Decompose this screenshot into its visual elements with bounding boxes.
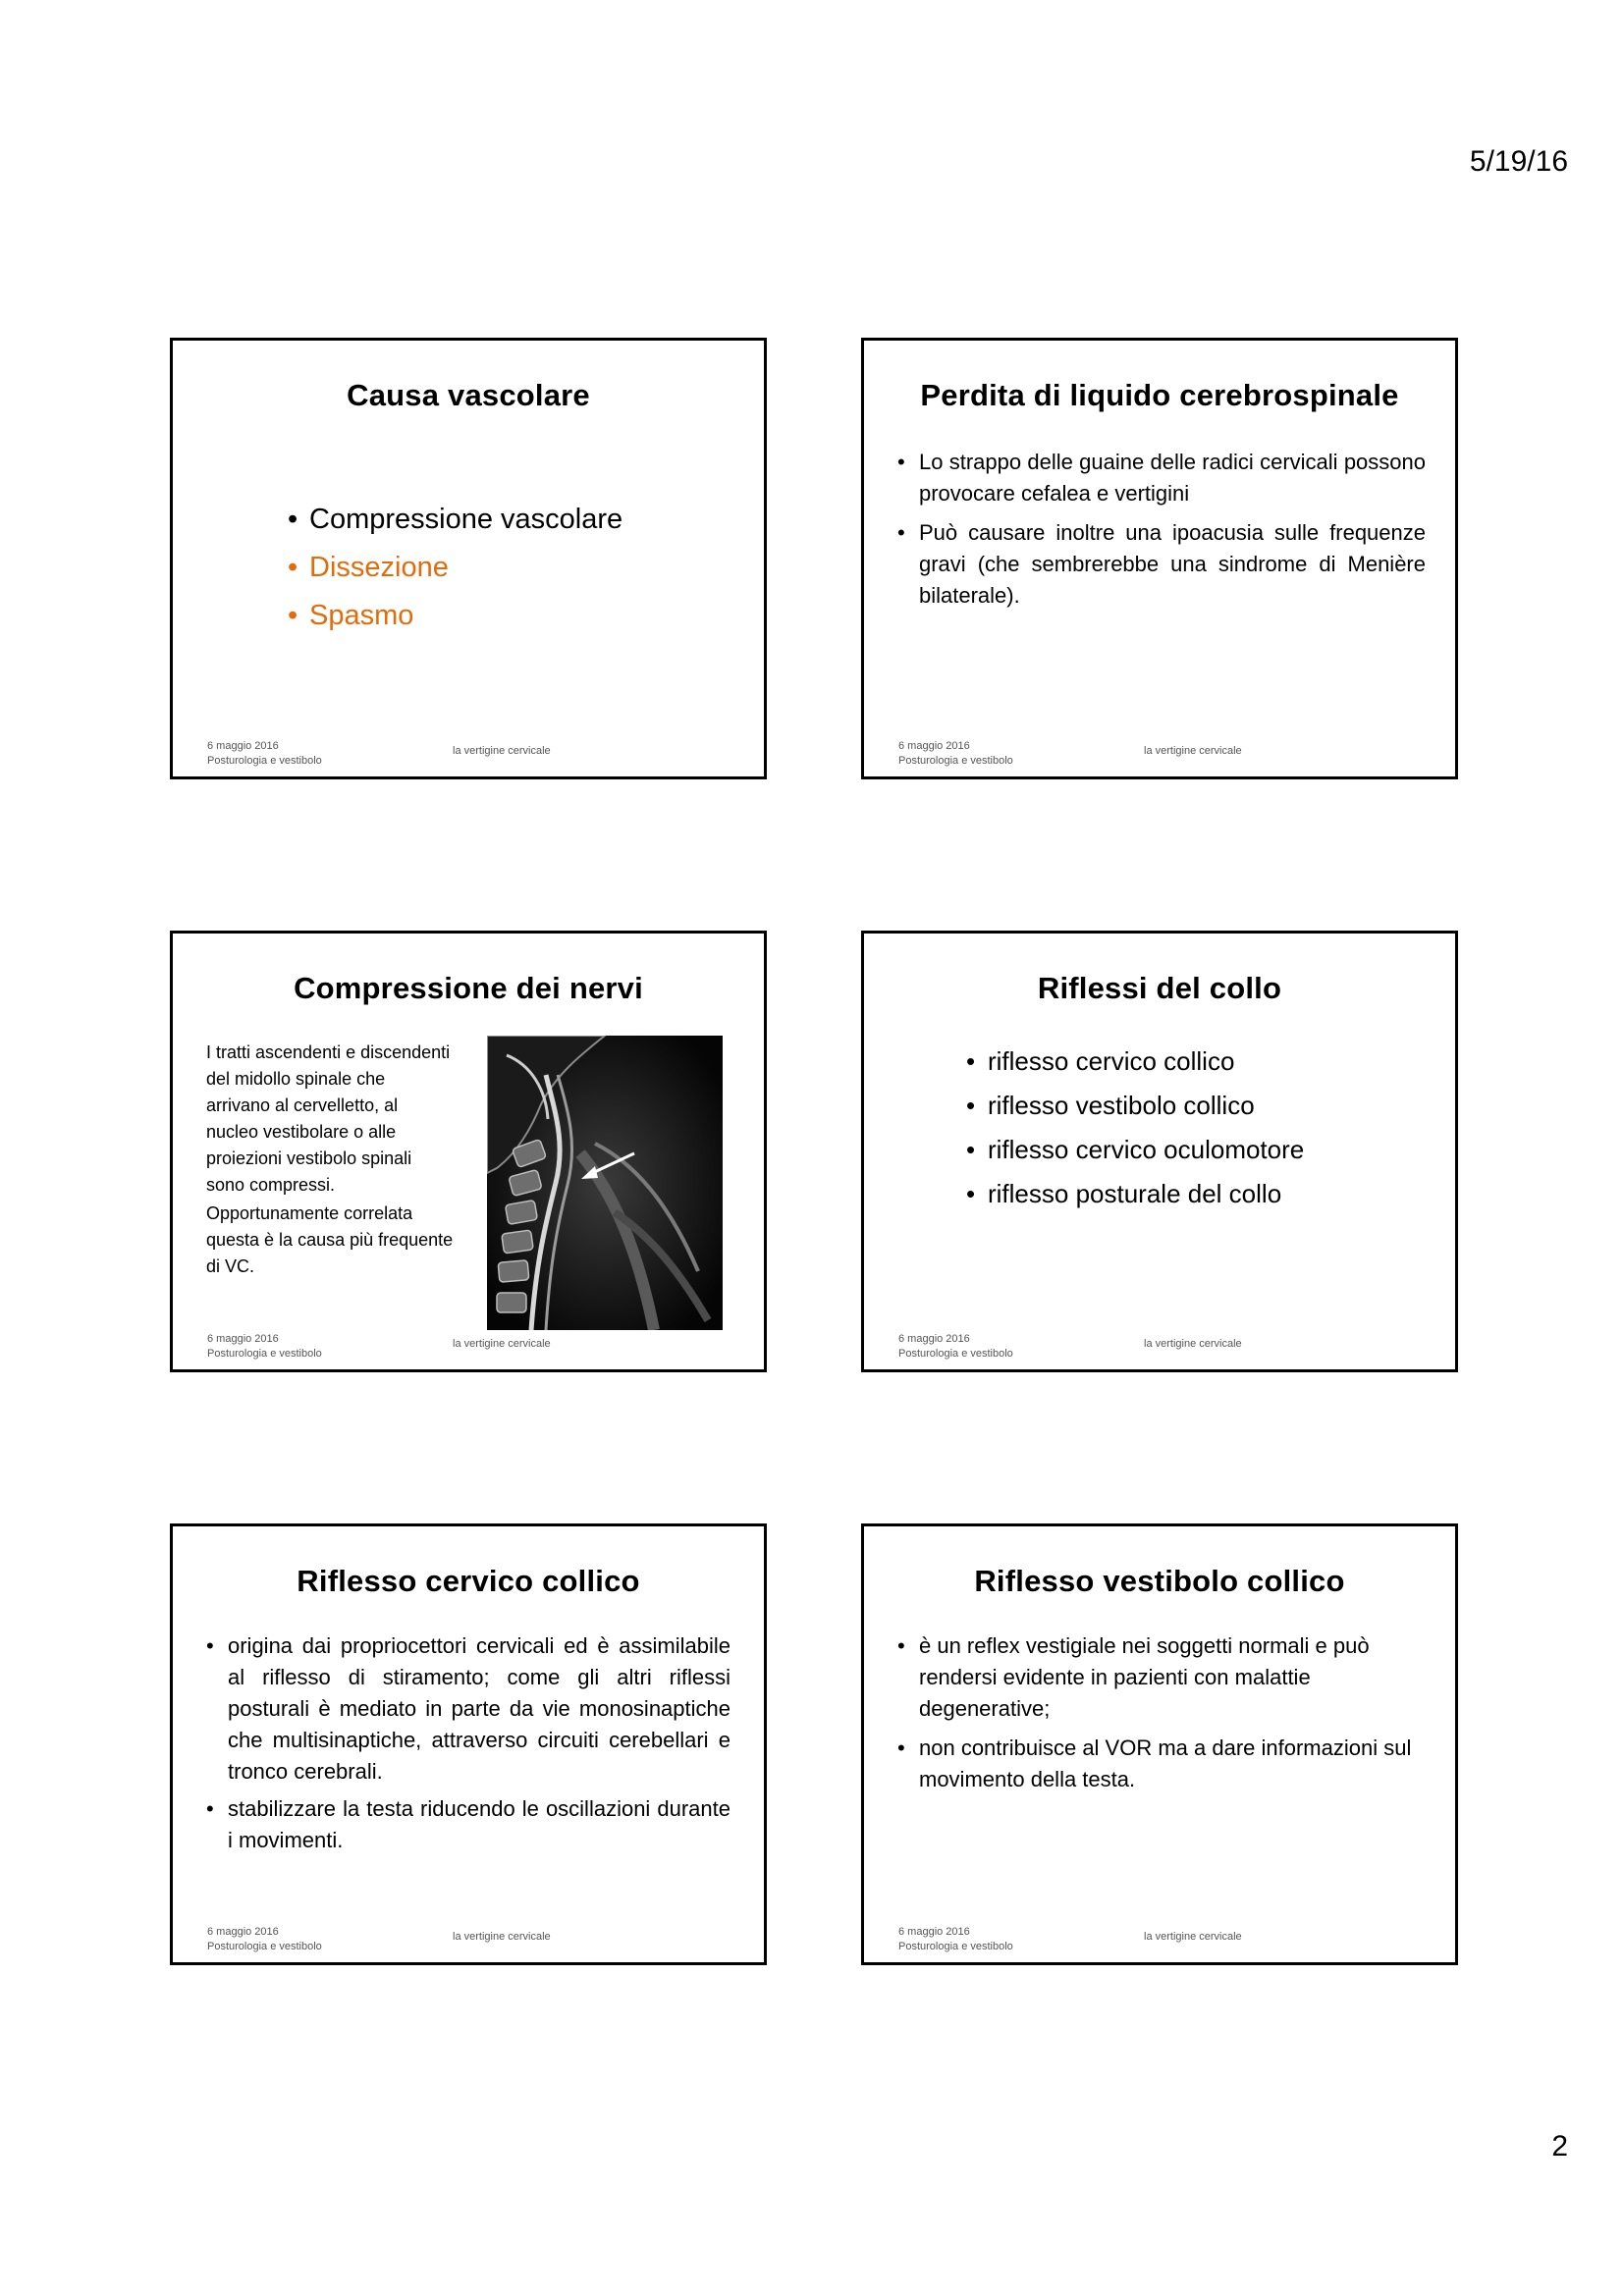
footer-center: la vertigine cervicale [1144, 1931, 1242, 1943]
bullet-list [897, 1630, 1426, 1803]
page-number: 2 [1551, 2130, 1568, 2163]
slide-title: Causa vascolare [347, 378, 590, 412]
footer-left [898, 1925, 1013, 1954]
footer-center: la vertigine cervicale [453, 745, 551, 757]
page-date: 5/19/16 [1469, 145, 1568, 178]
slide-footer [898, 1925, 1421, 1954]
footer-date: 6 maggio 2016 [207, 740, 279, 752]
footer-left [207, 1332, 322, 1362]
footer-date: 6 maggio 2016 [898, 1333, 970, 1345]
footer-course: Posturologia e vestibolo [898, 1348, 1013, 1360]
bullet-list [206, 1630, 730, 1862]
list-item: • stabilizzare la testa riducendo le oscillazioni durante i movimenti. [206, 1793, 730, 1856]
list-item: • origina dai propriocettori cervicali ed è assimilabile al riflesso di stiramento; come gli altri riflessi posturali è mediato in parte da vie monosinaptiche che multisinaptiche, attraverso circuiti cerebellari e tronco cerebrali. [206, 1630, 730, 1788]
list-item: • Dissezione [288, 544, 622, 592]
slide-footer [207, 1332, 730, 1362]
footer-course: Posturologia e vestibolo [207, 1348, 322, 1360]
nerve-text [206, 1040, 454, 1282]
list-item: • riflesso posturale del collo [966, 1172, 1304, 1216]
footer-left [898, 739, 1013, 769]
slide-riflessi-collo [861, 931, 1458, 1372]
bullet-list [288, 496, 622, 640]
list-item: • è un reflex vestigiale nei soggetti normali e può rendersi evidente in pazienti con malattie degenerative; [897, 1630, 1426, 1725]
footer-left [207, 739, 322, 769]
slide-riflesso-cervico-collico [170, 1523, 767, 1965]
list-item: • non contribuisce al VOR ma a dare informazioni sul movimento della testa. [897, 1733, 1426, 1795]
slide-title: Compressione dei nervi [294, 971, 643, 1005]
footer-center: la vertigine cervicale [453, 1338, 551, 1350]
list-item: • riflesso cervico oculomotore [966, 1128, 1304, 1172]
bullet-list [897, 447, 1426, 619]
footer-course: Posturologia e vestibolo [207, 755, 322, 767]
list-item: • Lo strappo delle guaine delle radici cervicali possono provocare cefalea e vertigini [897, 447, 1426, 509]
list-item: • Spasmo [288, 592, 622, 640]
slide-footer [207, 1925, 730, 1954]
slide-footer [207, 739, 730, 769]
list-item: • Compressione vascolare [288, 496, 622, 544]
list-item: • riflesso vestibolo collico [966, 1084, 1304, 1128]
footer-center: la vertigine cervicale [1144, 745, 1242, 757]
footer-center: la vertigine cervicale [1144, 1338, 1242, 1350]
slide-title: Riflesso vestibolo collico [974, 1564, 1345, 1598]
paragraph: Opportunamente correlata questa è la causa più frequente di VC. [206, 1203, 454, 1276]
bullet-list [966, 1040, 1304, 1216]
slide-perdita-liquido [861, 338, 1458, 779]
footer-date: 6 maggio 2016 [207, 1333, 279, 1345]
footer-left [898, 1332, 1013, 1362]
footer-course: Posturologia e vestibolo [898, 755, 1013, 767]
slide-footer [898, 739, 1421, 769]
slide-title: Riflessi del collo [1037, 971, 1282, 1005]
list-item: • Può causare inoltre una ipoacusia sulle frequenze gravi (che sembrerebbe una sindrome di Menière bilaterale). [897, 517, 1426, 612]
slide-footer [898, 1332, 1421, 1362]
slide-title: Riflesso cervico collico [297, 1564, 640, 1598]
cervical-spine-mri-image [487, 1036, 723, 1330]
footer-left [207, 1925, 322, 1954]
slide-causa-vascolare [170, 338, 767, 779]
slide-title: Perdita di liquido cerebrospinale [920, 378, 1399, 412]
footer-date: 6 maggio 2016 [898, 1926, 970, 1938]
paragraph: I tratti ascendenti e discendenti del midollo spinale che arrivano al cervelletto, al nucleo vestibolare o alle proiezioni vestibolo spinali sono compressi. [206, 1042, 451, 1195]
list-item: • riflesso cervico collico [966, 1040, 1304, 1084]
footer-center: la vertigine cervicale [453, 1931, 551, 1943]
slide-riflesso-vestibolo-collico [861, 1523, 1458, 1965]
footer-course: Posturologia e vestibolo [207, 1941, 322, 1952]
footer-date: 6 maggio 2016 [207, 1926, 279, 1938]
footer-course: Posturologia e vestibolo [898, 1941, 1013, 1952]
slide-compressione-nervi [170, 931, 767, 1372]
footer-date: 6 maggio 2016 [898, 740, 970, 752]
